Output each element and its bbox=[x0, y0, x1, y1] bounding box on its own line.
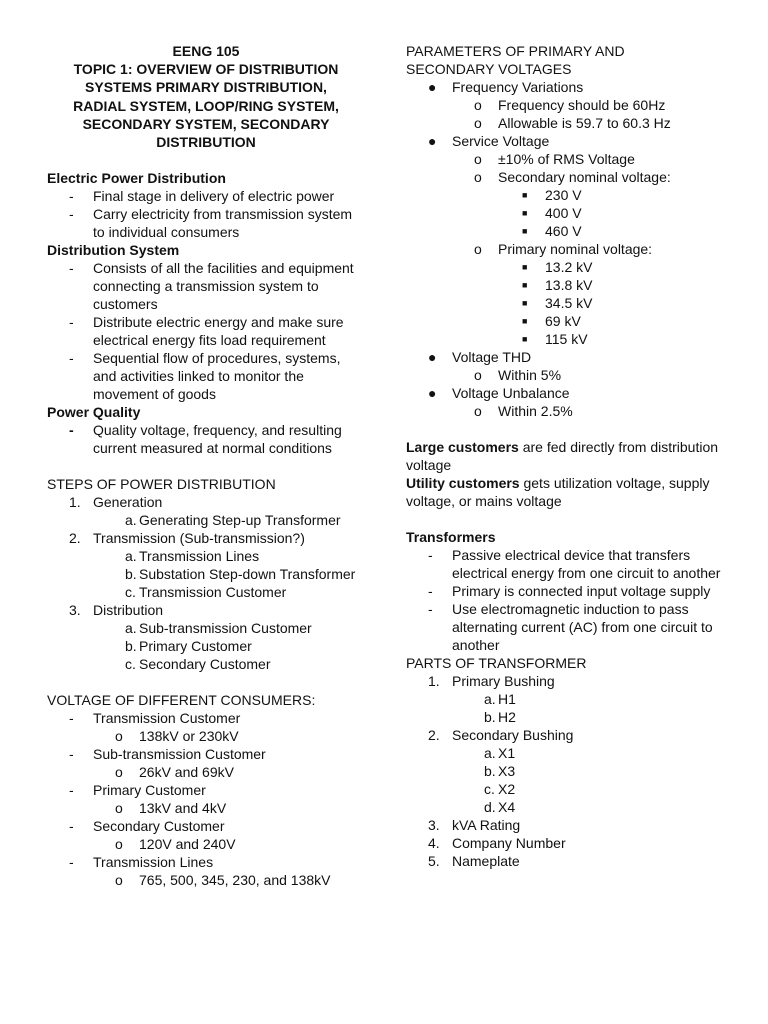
number-marker: 5. bbox=[428, 853, 440, 869]
list-item: - Sequential flow of procedures, systems, and activities linked to monitor the movement of goods bbox=[69, 350, 341, 403]
list-item bbox=[47, 871, 365, 889]
section-heading: VOLTAGE OF DIFFERENT CONSUMERS: bbox=[47, 692, 316, 709]
numbered-item bbox=[406, 852, 726, 870]
letter-marker: c. bbox=[125, 656, 136, 673]
list-item: o Within 2.5% bbox=[474, 403, 573, 419]
list-item bbox=[47, 835, 365, 853]
dash-marker: - bbox=[69, 782, 74, 799]
circle-marker: o bbox=[115, 764, 123, 781]
consumer-label: Primary Customer bbox=[93, 782, 206, 799]
item-label: Nameplate bbox=[452, 853, 520, 869]
list-item bbox=[47, 727, 365, 745]
voltage-list bbox=[47, 709, 365, 889]
right-column bbox=[406, 42, 726, 870]
sub-item bbox=[406, 690, 726, 708]
circle-marker: o bbox=[474, 241, 482, 257]
consumer-label: Secondary Customer bbox=[93, 818, 225, 835]
dash-marker: - bbox=[69, 188, 74, 205]
consumer-voltage: 13kV and 4kV bbox=[139, 800, 227, 817]
dash-marker: - bbox=[428, 547, 433, 563]
letter-marker: b. bbox=[125, 566, 137, 583]
letter-marker: b. bbox=[484, 709, 496, 725]
bullet-marker: ● bbox=[428, 133, 437, 149]
number-marker: 1. bbox=[428, 673, 440, 689]
list-item: o Frequency should be 60Hz bbox=[474, 97, 666, 113]
dash-marker: - bbox=[69, 314, 74, 331]
sub-item-label: X1 bbox=[498, 745, 516, 761]
numbered-item bbox=[406, 726, 726, 744]
bullet-marker: ● bbox=[428, 79, 437, 95]
letter-marker: a. bbox=[125, 620, 137, 637]
numbered-item bbox=[47, 601, 365, 619]
section-heading: PARTS OF TRANSFORMER bbox=[406, 655, 587, 671]
number-marker: 1. bbox=[69, 494, 81, 511]
letter-marker: d. bbox=[484, 799, 496, 815]
sub-item bbox=[47, 583, 365, 601]
sub-item bbox=[406, 798, 726, 816]
list-item: ● Voltage THD bbox=[428, 349, 532, 365]
sub-item bbox=[47, 547, 365, 565]
square-marker: ■ bbox=[522, 226, 528, 236]
item-label: Secondary Bushing bbox=[452, 727, 574, 743]
section-heading: Electric Power Distribution bbox=[47, 170, 226, 187]
list-item: ■ 13.8 kV bbox=[522, 277, 593, 293]
dash-marker: - bbox=[69, 260, 74, 277]
square-marker: ■ bbox=[522, 262, 528, 272]
parts-list bbox=[406, 672, 726, 870]
list-item: ■ 69 kV bbox=[522, 313, 581, 329]
item-label: kVA Rating bbox=[452, 817, 521, 833]
list-item: - Quality voltage, frequency, and resulting current measured at normal conditions bbox=[69, 422, 342, 457]
sub-item bbox=[47, 565, 365, 583]
square-marker: ■ bbox=[522, 334, 528, 344]
steps-list bbox=[47, 493, 365, 673]
dash-marker: - bbox=[428, 601, 433, 617]
sub-item-label: Substation Step-down Transformer bbox=[139, 566, 356, 583]
dash-marker: - bbox=[69, 854, 74, 871]
sub-item bbox=[47, 619, 365, 637]
sub-item-label: Primary Customer bbox=[139, 638, 252, 655]
dash-marker: - bbox=[69, 422, 74, 439]
circle-marker: o bbox=[474, 169, 482, 185]
item-label: Generation bbox=[93, 494, 163, 511]
circle-marker: o bbox=[115, 836, 123, 853]
consumer-voltage: 138kV or 230kV bbox=[139, 728, 239, 745]
dash-marker: - bbox=[69, 206, 74, 223]
dash-marker: - bbox=[428, 583, 433, 599]
section-heading: PARAMETERS OF PRIMARY AND bbox=[406, 43, 625, 59]
circle-marker: o bbox=[474, 115, 482, 131]
sub-item bbox=[406, 762, 726, 780]
title-line: RADIAL SYSTEM, LOOP/RING SYSTEM, bbox=[73, 97, 339, 114]
bullet-marker: ● bbox=[428, 385, 437, 401]
circle-marker: o bbox=[474, 367, 482, 383]
circle-marker: o bbox=[115, 872, 123, 889]
letter-marker: a. bbox=[125, 548, 137, 565]
left-column bbox=[47, 42, 365, 889]
square-marker: ■ bbox=[522, 280, 528, 290]
list-item: ■ 34.5 kV bbox=[522, 295, 593, 311]
list-item: ■ 115 kV bbox=[522, 331, 588, 347]
numbered-item bbox=[406, 834, 726, 852]
list-item: o Primary nominal voltage: bbox=[474, 241, 653, 257]
numbered-item bbox=[406, 816, 726, 834]
square-marker: ■ bbox=[522, 298, 528, 308]
dash-marker: - bbox=[69, 746, 74, 763]
letter-marker: a. bbox=[484, 745, 496, 761]
number-marker: 4. bbox=[428, 835, 440, 851]
list-item: ● Frequency Variations bbox=[428, 79, 584, 95]
list-item: - Consists of all the facilities and equipment connecting a transmission system to customers bbox=[69, 260, 354, 313]
letter-marker: c. bbox=[484, 781, 495, 797]
list-item bbox=[47, 781, 365, 799]
title-line: SECONDARY SYSTEM, SECONDARY bbox=[82, 115, 330, 132]
document-title bbox=[47, 42, 365, 151]
numbered-item bbox=[47, 493, 365, 511]
list-item: o Allowable is 59.7 to 60.3 Hz bbox=[474, 115, 671, 131]
numbered-item bbox=[406, 672, 726, 690]
consumer-label: Transmission Customer bbox=[93, 710, 241, 727]
consumer-voltage: 765, 500, 345, 230, and 138kV bbox=[139, 872, 331, 889]
square-marker: ■ bbox=[522, 208, 528, 218]
consumer-voltage: 26kV and 69kV bbox=[139, 764, 234, 781]
list-item bbox=[47, 709, 365, 727]
sub-item bbox=[406, 708, 726, 726]
list-item: - Final stage in delivery of electric power bbox=[69, 188, 335, 205]
dash-marker: - bbox=[69, 710, 74, 727]
sub-item-label: X4 bbox=[498, 799, 516, 815]
section-heading: Transformers bbox=[406, 529, 496, 545]
sub-item bbox=[406, 780, 726, 798]
circle-marker: o bbox=[474, 151, 482, 167]
list-item: ■ 460 V bbox=[522, 223, 582, 239]
sub-item bbox=[47, 637, 365, 655]
letter-marker: a. bbox=[484, 691, 496, 707]
number-marker: 2. bbox=[428, 727, 440, 743]
circle-marker: o bbox=[474, 97, 482, 113]
number-marker: 3. bbox=[69, 602, 81, 619]
list-item: - Distribute electric energy and make sure electrical energy fits load requirement bbox=[69, 314, 344, 349]
utility-customers-paragraph: Utility customers gets utilization voltage, supply voltage, or mains voltage bbox=[406, 475, 710, 509]
item-label: Primary Bushing bbox=[452, 673, 555, 689]
letter-marker: b. bbox=[484, 763, 496, 779]
list-item bbox=[47, 817, 365, 835]
sub-item bbox=[406, 744, 726, 762]
list-item: ● Voltage Unbalance bbox=[428, 385, 570, 401]
sub-item bbox=[47, 511, 365, 529]
item-label: Company Number bbox=[452, 835, 566, 851]
number-marker: 3. bbox=[428, 817, 440, 833]
square-marker: ■ bbox=[522, 316, 528, 326]
item-label: Distribution bbox=[93, 602, 164, 619]
section-heading: SECONDARY VOLTAGES bbox=[406, 61, 572, 77]
letter-marker: c. bbox=[125, 584, 136, 601]
section-heading: Power Quality bbox=[47, 404, 141, 421]
item-label: Transmission (Sub-transmission?) bbox=[93, 530, 305, 547]
course-code: EENG 105 bbox=[172, 43, 240, 59]
list-item bbox=[47, 763, 365, 781]
section-heading: Distribution System bbox=[47, 242, 180, 259]
sub-item-label: H2 bbox=[498, 709, 516, 725]
sub-item-label: Transmission Customer bbox=[139, 584, 287, 601]
sub-item-label: X3 bbox=[498, 763, 516, 779]
consumer-label: Transmission Lines bbox=[93, 854, 214, 871]
letter-marker: b. bbox=[125, 638, 137, 655]
list-item: o Secondary nominal voltage: bbox=[474, 169, 671, 185]
sub-item-label: Transmission Lines bbox=[139, 548, 260, 565]
title-line: SYSTEMS PRIMARY DISTRIBUTION, bbox=[85, 79, 327, 96]
list-item: ■ 13.2 kV bbox=[522, 259, 593, 275]
list-item: ■ 230 V bbox=[522, 187, 582, 203]
consumer-label: Sub-transmission Customer bbox=[93, 746, 266, 763]
title-line: DISTRIBUTION bbox=[156, 134, 256, 151]
list-item: - Primary is connected input voltage supply bbox=[428, 583, 711, 599]
letter-marker: a. bbox=[125, 512, 137, 529]
bullet-marker: ● bbox=[428, 349, 437, 365]
list-item: - Use electromagnetic induction to pass alternating current (AC) from one circuit to another bbox=[428, 601, 713, 653]
list-item: - Passive electrical device that transfers electrical energy from one circuit to another bbox=[428, 547, 721, 581]
title-line: TOPIC 1: OVERVIEW OF DISTRIBUTION bbox=[73, 61, 339, 78]
consumer-voltage: 120V and 240V bbox=[139, 836, 236, 853]
list-item: - Carry electricity from transmission system to individual consumers bbox=[69, 206, 353, 241]
list-item bbox=[47, 799, 365, 817]
square-marker: ■ bbox=[522, 190, 528, 200]
dash-marker: - bbox=[69, 350, 74, 367]
numbered-item bbox=[47, 529, 365, 547]
dash-marker: - bbox=[69, 818, 74, 835]
sub-item-label: X2 bbox=[498, 781, 516, 797]
list-item: o ±10% of RMS Voltage bbox=[474, 151, 635, 167]
circle-marker: o bbox=[474, 403, 482, 419]
list-item bbox=[47, 853, 365, 871]
list-item: o Within 5% bbox=[474, 367, 562, 383]
sub-item-label: Secondary Customer bbox=[139, 656, 271, 673]
large-customers-paragraph: Large customers are fed directly from distribution voltage bbox=[406, 439, 719, 473]
section-heading: STEPS OF POWER DISTRIBUTION bbox=[47, 476, 276, 493]
list-item: ● Service Voltage bbox=[428, 133, 550, 149]
sub-item-label: Sub-transmission Customer bbox=[139, 620, 312, 637]
sub-item-label: Generating Step-up Transformer bbox=[139, 512, 341, 529]
list-item: ■ 400 V bbox=[522, 205, 582, 221]
circle-marker: o bbox=[115, 800, 123, 817]
list-item bbox=[47, 745, 365, 763]
number-marker: 2. bbox=[69, 530, 81, 547]
sub-item-label: H1 bbox=[498, 691, 516, 707]
circle-marker: o bbox=[115, 728, 123, 745]
sub-item bbox=[47, 655, 365, 673]
